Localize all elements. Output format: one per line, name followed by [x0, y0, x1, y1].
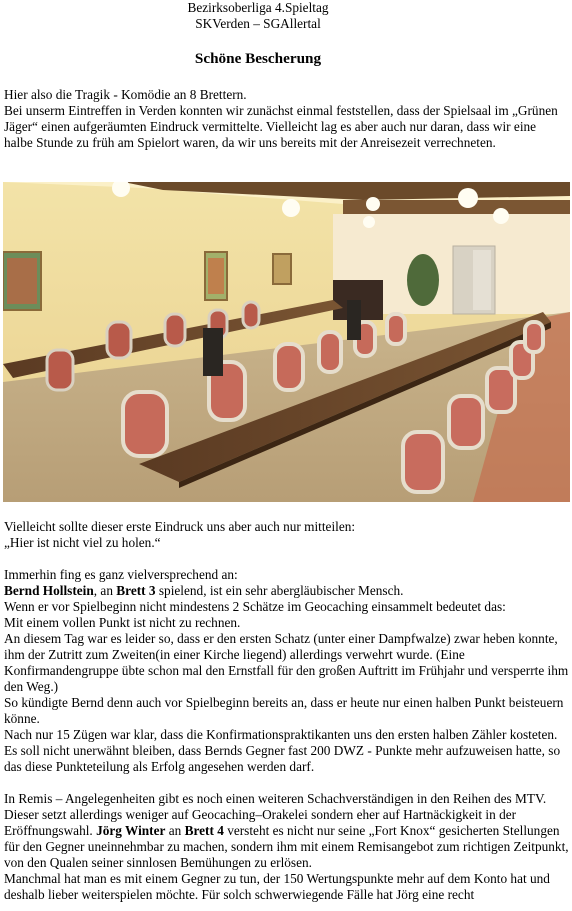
bernd-description: spielend, ist ein sehr abergläubischer Mensch.: [155, 583, 404, 598]
intro-paragraph-2: Bei unserm Eintreffen in Verden konnten wir zunächst einmal feststellen, dass der Spielsaal im „Grünen Jäger“ einen aufgeräumten Eindruck vermittelte. Vielleicht lag es aber auch nur daran, dass wir eine halbe Stunde zu früh am Spielort waren, da wir uns bereits mit der Anreisezeit verrechneten.: [4, 103, 558, 150]
article-title: Schöne Bescherung: [194, 50, 322, 67]
joerg-paragraph: [4, 791, 569, 871]
league-round-line: Bezirksoberliga 4.Spieltag: [187, 0, 329, 15]
body-sentence-11: Manchmal hat man es mit einem Gegner zu tun, der 150 Wertungspunkte mehr auf dem Konto hat und deshalb lieber weiterspielen möchte. Für solch schwerwiegende Fälle hat Jörg eine recht: [4, 871, 550, 902]
bernd-intro-line: [4, 583, 569, 599]
photo-of-tournament-hall-icon: [3, 182, 570, 502]
remis-intro: In Remis – Angelegenheiten gibt es noch einen weiteren Schachverständigen in den Reihen des MTV. Dieser setzt allerdings weniger auf Geocaching–Orakelei sondern eher auf Hartnäckigkeit in der Eröffnungswahl.: [4, 791, 547, 838]
player-name-joerg: Jörg Winter: [96, 823, 166, 838]
match-header: [0, 0, 516, 32]
bernd-connector: , an: [93, 583, 117, 598]
tournament-hall-photo: [3, 182, 570, 502]
board-3-label: Brett 3: [116, 583, 156, 598]
joerg-connector: an: [165, 823, 185, 838]
paragraph-gap: [4, 551, 569, 567]
intro-paragraph-1: Hier also die Tragik - Komödie an 8 Brettern.: [4, 87, 247, 102]
board-4-label: Brett 4: [184, 823, 224, 838]
body-sentence-5: Wenn er vor Spielbeginn nicht mindestens 2 Schätze im Geocaching einsammelt bedeutet das:: [4, 599, 506, 614]
article-body: [4, 519, 569, 903]
player-name-bernd: Bernd Hollstein: [4, 583, 94, 598]
body-quote: „Hier ist nicht viel zu holen.“: [4, 535, 161, 550]
body-sentence-7: An diesem Tag war es leider so, dass er den ersten Schatz (unter einer Dampfwalze) zwar heben konnte, ihm der Zutritt zum Zweiten(in einer Kirche liegend) allerdings verwehrt wurde. (Eine Konfirmandengruppe übte schon mal den Ernstfall für den großen Auftritt im Frühjahr und versperrte ihm den Weg.): [4, 631, 569, 694]
paragraph-gap: [4, 775, 569, 791]
joerg-description: versteht es nicht nur seine „Fort Knox“ gesicherten Stellungen für den Gegner uneinnehmbar zu machen, sondern ihm mit einem Remisangebot zum richtigen Zeitpunkt, von den Qualen seiner sinnlosen Bemühungen zu erlösen.: [4, 823, 569, 870]
body-sentence-6: Mit einem vollen Punkt ist nicht zu rechnen.: [4, 615, 241, 630]
teams-line: SKVerden – SGAllertal: [195, 16, 321, 31]
intro-section: [4, 87, 566, 151]
body-sentence-8: So kündigte Bernd denn auch vor Spielbeginn bereits an, dass er heute nur einen halben Punkt beisteuern könne.: [4, 695, 564, 726]
body-sentence-1: Vielleicht sollte dieser erste Eindruck uns aber auch nur mitteilen:: [4, 519, 356, 534]
body-sentence-3: Immerhin fing es ganz vielversprechend an:: [4, 567, 238, 582]
body-sentence-9: Nach nur 15 Zügen war klar, dass die Konfirmationspraktikanten uns den ersten halben Zähler kosteten. Es soll nicht unerwähnt bleiben, dass Bernds Gegner fast 200 DWZ - Punkte mehr aufzuweisen hatte, so das diese Punkteteilung als Erfolg angesehen werden darf.: [4, 727, 561, 774]
